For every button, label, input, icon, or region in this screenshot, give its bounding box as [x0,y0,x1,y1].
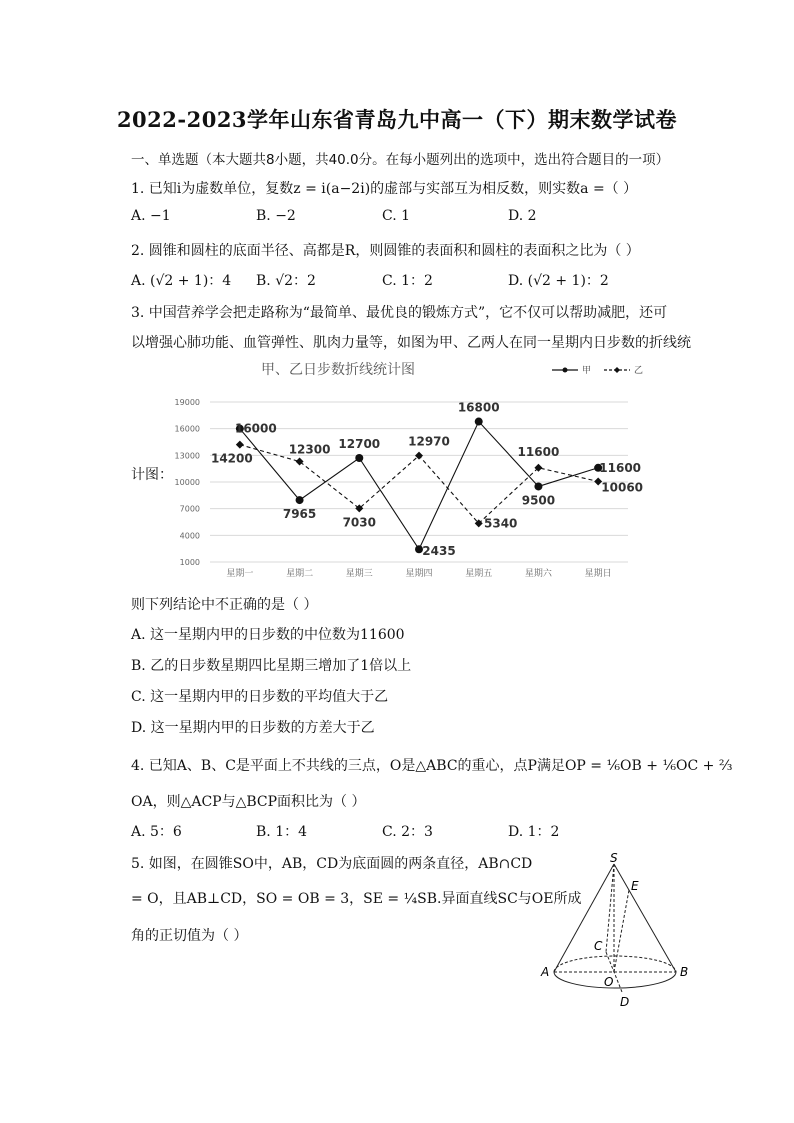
data-label: 12700 [338,437,381,451]
data-label: 9500 [521,493,556,508]
data-label: 16000 [234,421,277,436]
q1-option-d: D. 2 [508,208,537,224]
point-label-e: E [631,879,639,893]
data-point [475,418,483,426]
data-point [534,482,542,490]
q3-option-b: B. 乙的日步数星期四比星期三增加了1倍以上 [131,658,412,674]
y-tick-label: 16000 [174,424,200,434]
y-tick-label: 10000 [174,478,200,487]
q3-option-c: C. 这一星期内甲的日步数的平均值大于乙 [131,689,389,705]
q2-option-b: B. √2：2 [256,273,316,289]
x-tick-label: 星期四 [405,569,433,579]
page-title: 2022-2023学年山东省青岛九中高一（下）期末数学试卷 [116,107,678,132]
data-label: 2435 [422,544,456,559]
q4-option-d: D. 1：2 [508,824,560,840]
legend-marker [563,368,568,373]
data-point [355,454,363,462]
q3-option-a: A. 这一星期内甲的日步数的中位数为11600 [131,627,405,643]
q2-option-c: C. 1：2 [382,273,433,289]
question-1-stem: 1. 已知i为虚数单位，复数z = i(a−2i)的虚部与实部互为相反数，则实数a =（ ） [131,181,638,197]
data-label: 7030 [342,515,376,530]
x-tick-label: 星期五 [465,569,493,579]
data-label: 10060 [601,480,644,495]
point-label-o: O [604,975,614,989]
x-tick-label: 星期六 [524,569,552,579]
question-2-stem: 2. 圆锥和圆柱的底面半径、高都是R，则圆锥的表面积和圆柱的表面积之比为（ ） [131,243,640,259]
question-3-stem-line3: 计图： [131,467,173,483]
question-5-stem-line2: = O，且AB⊥CD，SO = OB = 3，SE = ¼SB.异面直线SC与OE所成 [131,891,582,907]
chart-legend [552,365,643,376]
y-tick-label: 13000 [174,451,200,461]
point-label-b: B [680,965,689,979]
x-tick-label: 星期日 [584,569,612,579]
point-label-a: A [541,965,550,979]
x-tick-label: 星期二 [286,569,314,579]
question-3-prompt: 则下列结论中不正确的是（ ） [131,597,318,613]
q3-option-d: D. 这一星期内甲的日步数的方差大于乙 [131,720,375,736]
q4-option-b: B. 1：4 [256,824,308,840]
data-label: 11600 [517,444,560,459]
data-point [236,441,244,449]
y-tick-label: 1000 [179,558,200,567]
question-3-stem-line1: 3. 中国营养学会把走路称为“最简单、最优良的锻炼方式”，它不仅可以帮助减肥，还可 [131,305,668,321]
question-5-stem-line1: 5. 如图，在圆锥SO中，AB，CD为底面圆的两条直径，AB∩CD [131,856,533,872]
data-label: 14200 [210,451,253,466]
q1-option-b: B. −2 [256,208,296,224]
point-label-s: S [610,852,618,865]
x-axis-ticks [226,567,611,579]
cone-figure [536,852,696,1012]
question-4-stem-line1: 4. 已知A、B、C是平面上不共线的三点，O是△ABC的重心，点P满足OP = ⅙OB + ⅙OC + ⅔ [131,758,733,774]
legend-marker [614,367,620,373]
q2-option-d: D. (√2 + 1)：2 [508,273,609,289]
data-label: 7965 [282,507,317,522]
x-tick-label: 星期三 [345,569,373,579]
x-tick-label: 星期一 [226,569,254,579]
y-tick-label: 19000 [174,398,200,407]
y-tick-label: 4000 [179,531,200,541]
point-label-c: C [594,939,603,953]
legend-label: 乙 [634,366,644,376]
q2-option-a: A. (√2 + 1)：4 [131,273,232,289]
data-label: 12970 [408,434,450,449]
q1-option-a: A. −1 [131,208,171,224]
data-labels [211,401,643,559]
data-label: 5340 [484,516,518,531]
step-count-line-chart [168,356,648,588]
question-3-stem-line2: 以增强心肺功能、血管弹性、肌肉力量等，如图为甲、乙两人在同一星期内日步数的折线统 [131,335,691,351]
point-label-d: D [620,995,630,1009]
chart-title: 甲、乙日步数折线统计图 [261,362,415,378]
data-label: 11600 [599,460,642,475]
section-heading: 一、单选题（本大题共8小题，共40.0分。在每小题列出的选项中，选出符合题目的一项） [131,152,670,168]
data-label: 16800 [457,400,500,415]
q4-option-a: A. 5：6 [131,824,182,840]
data-label: 12300 [288,442,331,457]
question-4-stem-line2: OA，则△ACP与△BCP面积比为（ ） [131,794,366,810]
q1-option-c: C. 1 [382,208,411,224]
q4-option-c: C. 2：3 [382,824,433,840]
data-point [296,496,304,504]
question-5-stem-line3: 角的正切值为（ ） [131,928,248,944]
y-axis-ticks [175,398,200,567]
legend-label: 甲 [582,366,592,376]
y-tick-label: 7000 [179,504,200,514]
